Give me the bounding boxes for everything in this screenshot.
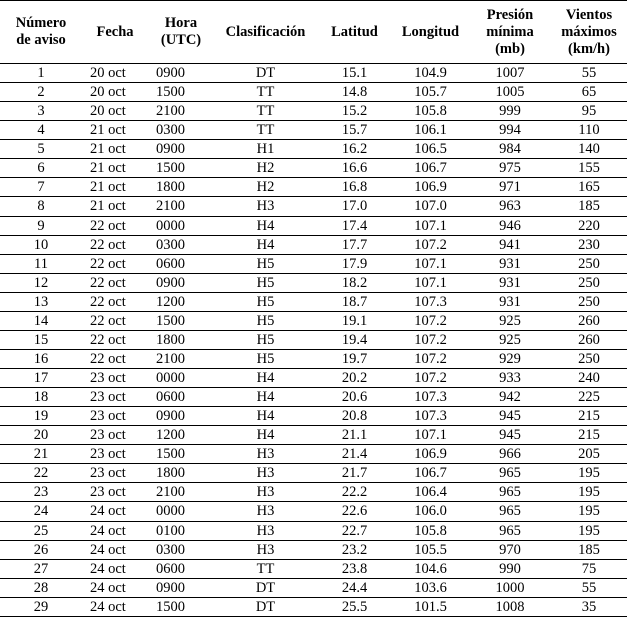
table-body: [0, 64, 627, 617]
table-row: [0, 235, 627, 254]
table-row: [0, 349, 627, 368]
cell-fecha: 20 oct: [82, 83, 148, 102]
cell-hora: 1800: [148, 178, 214, 197]
cell-numero: 19: [0, 407, 82, 426]
header-text: (km/h): [568, 40, 610, 57]
cell-vientos: 185: [551, 197, 627, 216]
cell-latitud: 15.1: [317, 64, 392, 83]
cell-numero: 26: [0, 540, 82, 559]
cell-numero: 27: [0, 559, 82, 578]
header-text: Número: [15, 15, 67, 31]
cell-hora: 1800: [148, 464, 214, 483]
cell-fecha: 22 oct: [82, 273, 148, 292]
cell-numero: 15: [0, 330, 82, 349]
cell-vientos: 55: [551, 578, 627, 597]
cell-longitud: 107.2: [392, 311, 469, 330]
cell-presion: 1000: [469, 578, 551, 597]
cell-hora: 2100: [148, 349, 214, 368]
cell-presion: 999: [469, 102, 551, 121]
cell-hora: 1200: [148, 426, 214, 445]
cell-longitud: 107.0: [392, 197, 469, 216]
cell-vientos: 215: [551, 426, 627, 445]
cell-numero: 18: [0, 388, 82, 407]
cell-latitud: 20.2: [317, 369, 392, 388]
cell-hora: 0900: [148, 64, 214, 83]
cell-clasificacion: H4: [214, 216, 317, 235]
header-longitud: [392, 1, 469, 64]
cell-numero: 3: [0, 102, 82, 121]
cell-longitud: 105.8: [392, 102, 469, 121]
cell-latitud: 20.6: [317, 388, 392, 407]
cell-longitud: 103.6: [392, 578, 469, 597]
cell-longitud: 107.2: [392, 349, 469, 368]
cell-clasificacion: H2: [214, 178, 317, 197]
cell-presion: 965: [469, 464, 551, 483]
cell-latitud: 21.1: [317, 426, 392, 445]
header-text: (mb): [495, 40, 525, 57]
cell-vientos: 95: [551, 102, 627, 121]
cell-vientos: 35: [551, 597, 627, 616]
cell-presion: 965: [469, 483, 551, 502]
cell-hora: 2100: [148, 197, 214, 216]
table-row: [0, 483, 627, 502]
cell-fecha: 23 oct: [82, 426, 148, 445]
cell-hora: 0600: [148, 388, 214, 407]
cell-latitud: 18.7: [317, 292, 392, 311]
cell-presion: 1008: [469, 597, 551, 616]
cell-hora: 2100: [148, 483, 214, 502]
cell-fecha: 22 oct: [82, 292, 148, 311]
cell-hora: 0900: [148, 578, 214, 597]
cell-numero: 2: [0, 83, 82, 102]
cell-clasificacion: H4: [214, 426, 317, 445]
cell-fecha: 23 oct: [82, 388, 148, 407]
table-row: [0, 159, 627, 178]
table-row: [0, 216, 627, 235]
cell-fecha: 24 oct: [82, 597, 148, 616]
cell-hora: 0300: [148, 121, 214, 140]
table-header: [0, 1, 627, 64]
table-row: [0, 121, 627, 140]
cell-latitud: 22.7: [317, 521, 392, 540]
cell-longitud: 101.5: [392, 597, 469, 616]
header-vientos-maximos: [551, 1, 627, 64]
cell-hora: 1500: [148, 311, 214, 330]
cell-latitud: 14.8: [317, 83, 392, 102]
cell-presion: 945: [469, 407, 551, 426]
cell-latitud: 15.2: [317, 102, 392, 121]
cell-clasificacion: DT: [214, 597, 317, 616]
cell-hora: 0900: [148, 140, 214, 159]
cell-vientos: 250: [551, 273, 627, 292]
table-row: [0, 502, 627, 521]
cell-hora: 1800: [148, 330, 214, 349]
cell-fecha: 20 oct: [82, 64, 148, 83]
cell-longitud: 106.9: [392, 178, 469, 197]
cell-longitud: 106.7: [392, 159, 469, 178]
cell-numero: 16: [0, 349, 82, 368]
cell-longitud: 106.1: [392, 121, 469, 140]
cell-latitud: 23.2: [317, 540, 392, 559]
cell-fecha: 22 oct: [82, 311, 148, 330]
cell-clasificacion: H5: [214, 330, 317, 349]
cell-hora: 1500: [148, 597, 214, 616]
cell-hora: 0900: [148, 273, 214, 292]
cell-clasificacion: H4: [214, 235, 317, 254]
cell-fecha: 23 oct: [82, 407, 148, 426]
cell-numero: 14: [0, 311, 82, 330]
table-row: [0, 197, 627, 216]
cell-numero: 12: [0, 273, 82, 292]
cell-fecha: 23 oct: [82, 464, 148, 483]
cell-presion: 925: [469, 311, 551, 330]
cell-latitud: 21.7: [317, 464, 392, 483]
cell-fecha: 21 oct: [82, 140, 148, 159]
cell-longitud: 104.9: [392, 64, 469, 83]
table-row: [0, 83, 627, 102]
cell-longitud: 107.1: [392, 254, 469, 273]
cell-vientos: 250: [551, 292, 627, 311]
cell-fecha: 24 oct: [82, 521, 148, 540]
cell-fecha: 21 oct: [82, 121, 148, 140]
table-row: [0, 292, 627, 311]
table-row: [0, 311, 627, 330]
cell-latitud: 20.8: [317, 407, 392, 426]
cell-presion: 966: [469, 445, 551, 464]
cell-numero: 22: [0, 464, 82, 483]
cell-presion: 929: [469, 349, 551, 368]
header-text: de aviso: [16, 32, 66, 48]
cell-latitud: 21.4: [317, 445, 392, 464]
cell-numero: 13: [0, 292, 82, 311]
cell-numero: 8: [0, 197, 82, 216]
cell-longitud: 107.2: [392, 235, 469, 254]
header-text: Presión: [486, 6, 534, 23]
cell-longitud: 105.5: [392, 540, 469, 559]
cell-longitud: 107.1: [392, 273, 469, 292]
cell-presion: 941: [469, 235, 551, 254]
cell-presion: 925: [469, 330, 551, 349]
header-presion-minima: [469, 1, 551, 64]
cell-presion: 984: [469, 140, 551, 159]
cell-latitud: 18.2: [317, 273, 392, 292]
cell-latitud: 24.4: [317, 578, 392, 597]
cell-vientos: 260: [551, 311, 627, 330]
cell-latitud: 22.6: [317, 502, 392, 521]
cell-vientos: 185: [551, 540, 627, 559]
cell-clasificacion: H3: [214, 464, 317, 483]
cell-presion: 945: [469, 426, 551, 445]
table-row: [0, 102, 627, 121]
cell-hora: 0900: [148, 407, 214, 426]
cell-hora: 0300: [148, 235, 214, 254]
cell-clasificacion: TT: [214, 121, 317, 140]
cell-clasificacion: H3: [214, 521, 317, 540]
cell-latitud: 19.7: [317, 349, 392, 368]
cell-presion: 963: [469, 197, 551, 216]
cell-vientos: 225: [551, 388, 627, 407]
table-row: [0, 597, 627, 616]
cell-latitud: 17.7: [317, 235, 392, 254]
header-text: Clasificación: [225, 23, 306, 40]
cell-presion: 965: [469, 502, 551, 521]
cell-clasificacion: H5: [214, 292, 317, 311]
cell-fecha: 23 oct: [82, 483, 148, 502]
header-numero-de-aviso: [0, 1, 82, 64]
cell-longitud: 107.3: [392, 292, 469, 311]
cell-clasificacion: TT: [214, 83, 317, 102]
cell-vientos: 140: [551, 140, 627, 159]
header-text: Longitud: [401, 23, 460, 40]
table-row: [0, 254, 627, 273]
cell-clasificacion: H4: [214, 407, 317, 426]
cell-fecha: 24 oct: [82, 578, 148, 597]
cell-presion: 933: [469, 369, 551, 388]
cell-vientos: 250: [551, 254, 627, 273]
table-row: [0, 559, 627, 578]
cell-numero: 9: [0, 216, 82, 235]
cell-presion: 931: [469, 292, 551, 311]
cell-clasificacion: DT: [214, 64, 317, 83]
cell-fecha: 23 oct: [82, 369, 148, 388]
cell-vientos: 155: [551, 159, 627, 178]
cell-hora: 0600: [148, 559, 214, 578]
cell-clasificacion: H2: [214, 159, 317, 178]
header-fecha: [82, 1, 148, 64]
cell-presion: 975: [469, 159, 551, 178]
cell-latitud: 19.4: [317, 330, 392, 349]
cell-clasificacion: H3: [214, 540, 317, 559]
cell-hora: 0000: [148, 216, 214, 235]
cell-presion: 971: [469, 178, 551, 197]
cell-longitud: 105.7: [392, 83, 469, 102]
cell-numero: 1: [0, 64, 82, 83]
table-row: [0, 64, 627, 83]
cell-fecha: 20 oct: [82, 102, 148, 121]
cell-clasificacion: H4: [214, 369, 317, 388]
cell-numero: 29: [0, 597, 82, 616]
cell-latitud: 22.2: [317, 483, 392, 502]
cell-vientos: 75: [551, 559, 627, 578]
cell-latitud: 17.0: [317, 197, 392, 216]
cell-vientos: 195: [551, 502, 627, 521]
cell-fecha: 22 oct: [82, 254, 148, 273]
cell-longitud: 106.9: [392, 445, 469, 464]
cell-numero: 23: [0, 483, 82, 502]
cell-numero: 4: [0, 121, 82, 140]
cell-numero: 5: [0, 140, 82, 159]
cell-clasificacion: H4: [214, 388, 317, 407]
cell-presion: 942: [469, 388, 551, 407]
cell-hora: 0600: [148, 254, 214, 273]
table-row: [0, 578, 627, 597]
cell-vientos: 215: [551, 407, 627, 426]
cell-hora: 1500: [148, 83, 214, 102]
cell-fecha: 22 oct: [82, 235, 148, 254]
table-row: [0, 426, 627, 445]
cell-latitud: 23.8: [317, 559, 392, 578]
cell-longitud: 106.5: [392, 140, 469, 159]
cell-presion: 965: [469, 521, 551, 540]
cell-vientos: 110: [551, 121, 627, 140]
cell-fecha: 21 oct: [82, 178, 148, 197]
cell-longitud: 107.3: [392, 407, 469, 426]
cell-numero: 17: [0, 369, 82, 388]
cell-numero: 25: [0, 521, 82, 540]
cell-vientos: 240: [551, 369, 627, 388]
header-text: Hora: [164, 15, 198, 31]
cell-fecha: 23 oct: [82, 445, 148, 464]
cell-hora: 1500: [148, 159, 214, 178]
cell-vientos: 165: [551, 178, 627, 197]
cell-clasificacion: TT: [214, 102, 317, 121]
header-clasificacion: [214, 1, 317, 64]
cell-numero: 7: [0, 178, 82, 197]
cell-clasificacion: H3: [214, 197, 317, 216]
cell-fecha: 22 oct: [82, 216, 148, 235]
cell-numero: 28: [0, 578, 82, 597]
table-row: [0, 388, 627, 407]
table-row: [0, 521, 627, 540]
cell-hora: 0100: [148, 521, 214, 540]
cell-numero: 10: [0, 235, 82, 254]
cell-presion: 946: [469, 216, 551, 235]
cell-clasificacion: DT: [214, 578, 317, 597]
cell-clasificacion: TT: [214, 559, 317, 578]
cell-numero: 6: [0, 159, 82, 178]
cell-latitud: 19.1: [317, 311, 392, 330]
cell-longitud: 106.0: [392, 502, 469, 521]
cell-longitud: 107.2: [392, 369, 469, 388]
cell-latitud: 16.8: [317, 178, 392, 197]
header-text: Latitud: [331, 23, 378, 40]
cell-hora: 2100: [148, 102, 214, 121]
cell-latitud: 16.2: [317, 140, 392, 159]
cell-hora: 0000: [148, 502, 214, 521]
header-text: Fecha: [96, 23, 134, 40]
table-row: [0, 178, 627, 197]
cell-presion: 931: [469, 273, 551, 292]
cell-vientos: 205: [551, 445, 627, 464]
cell-fecha: 22 oct: [82, 349, 148, 368]
cell-numero: 21: [0, 445, 82, 464]
cell-clasificacion: H5: [214, 311, 317, 330]
cell-presion: 931: [469, 254, 551, 273]
cell-fecha: 21 oct: [82, 197, 148, 216]
cell-fecha: 24 oct: [82, 559, 148, 578]
table-row: [0, 540, 627, 559]
cell-vientos: 260: [551, 330, 627, 349]
header-latitud: [317, 1, 392, 64]
cell-numero: 20: [0, 426, 82, 445]
cell-presion: 970: [469, 540, 551, 559]
table-row: [0, 330, 627, 349]
cell-presion: 1005: [469, 83, 551, 102]
cell-latitud: 17.4: [317, 216, 392, 235]
header-text: mínima: [486, 23, 534, 40]
table-row: [0, 464, 627, 483]
cell-latitud: 25.5: [317, 597, 392, 616]
cell-longitud: 106.4: [392, 483, 469, 502]
cell-clasificacion: H5: [214, 349, 317, 368]
cell-longitud: 104.6: [392, 559, 469, 578]
cell-latitud: 15.7: [317, 121, 392, 140]
cell-presion: 1007: [469, 64, 551, 83]
header-text: Vientos: [565, 6, 613, 23]
table-row: [0, 369, 627, 388]
cell-numero: 24: [0, 502, 82, 521]
cell-vientos: 65: [551, 83, 627, 102]
table-row: [0, 407, 627, 426]
cell-clasificacion: H5: [214, 254, 317, 273]
cell-latitud: 16.6: [317, 159, 392, 178]
table-row: [0, 140, 627, 159]
cell-clasificacion: H3: [214, 445, 317, 464]
cell-fecha: 24 oct: [82, 502, 148, 521]
cell-presion: 994: [469, 121, 551, 140]
cell-vientos: 55: [551, 64, 627, 83]
header-hora: [148, 1, 214, 64]
cell-longitud: 107.2: [392, 330, 469, 349]
cell-clasificacion: H3: [214, 483, 317, 502]
cell-vientos: 195: [551, 464, 627, 483]
cell-vientos: 195: [551, 483, 627, 502]
header-text: máximos: [561, 23, 617, 40]
cell-longitud: 107.3: [392, 388, 469, 407]
cell-vientos: 220: [551, 216, 627, 235]
cell-fecha: 21 oct: [82, 159, 148, 178]
cell-fecha: 22 oct: [82, 330, 148, 349]
cell-clasificacion: H5: [214, 273, 317, 292]
cell-hora: 1500: [148, 445, 214, 464]
cell-hora: 0300: [148, 540, 214, 559]
cell-longitud: 107.1: [392, 216, 469, 235]
cell-hora: 0000: [148, 369, 214, 388]
table-row: [0, 273, 627, 292]
cell-hora: 1200: [148, 292, 214, 311]
cell-longitud: 105.8: [392, 521, 469, 540]
cell-clasificacion: H3: [214, 502, 317, 521]
cell-longitud: 106.7: [392, 464, 469, 483]
cell-clasificacion: H1: [214, 140, 317, 159]
cell-presion: 990: [469, 559, 551, 578]
table-row: [0, 445, 627, 464]
cell-vientos: 250: [551, 349, 627, 368]
cell-vientos: 195: [551, 521, 627, 540]
cell-vientos: 230: [551, 235, 627, 254]
header-row: [0, 1, 627, 64]
header-text: (UTC): [160, 32, 202, 48]
cell-numero: 11: [0, 254, 82, 273]
cell-longitud: 107.1: [392, 426, 469, 445]
cell-latitud: 17.9: [317, 254, 392, 273]
cell-fecha: 24 oct: [82, 540, 148, 559]
